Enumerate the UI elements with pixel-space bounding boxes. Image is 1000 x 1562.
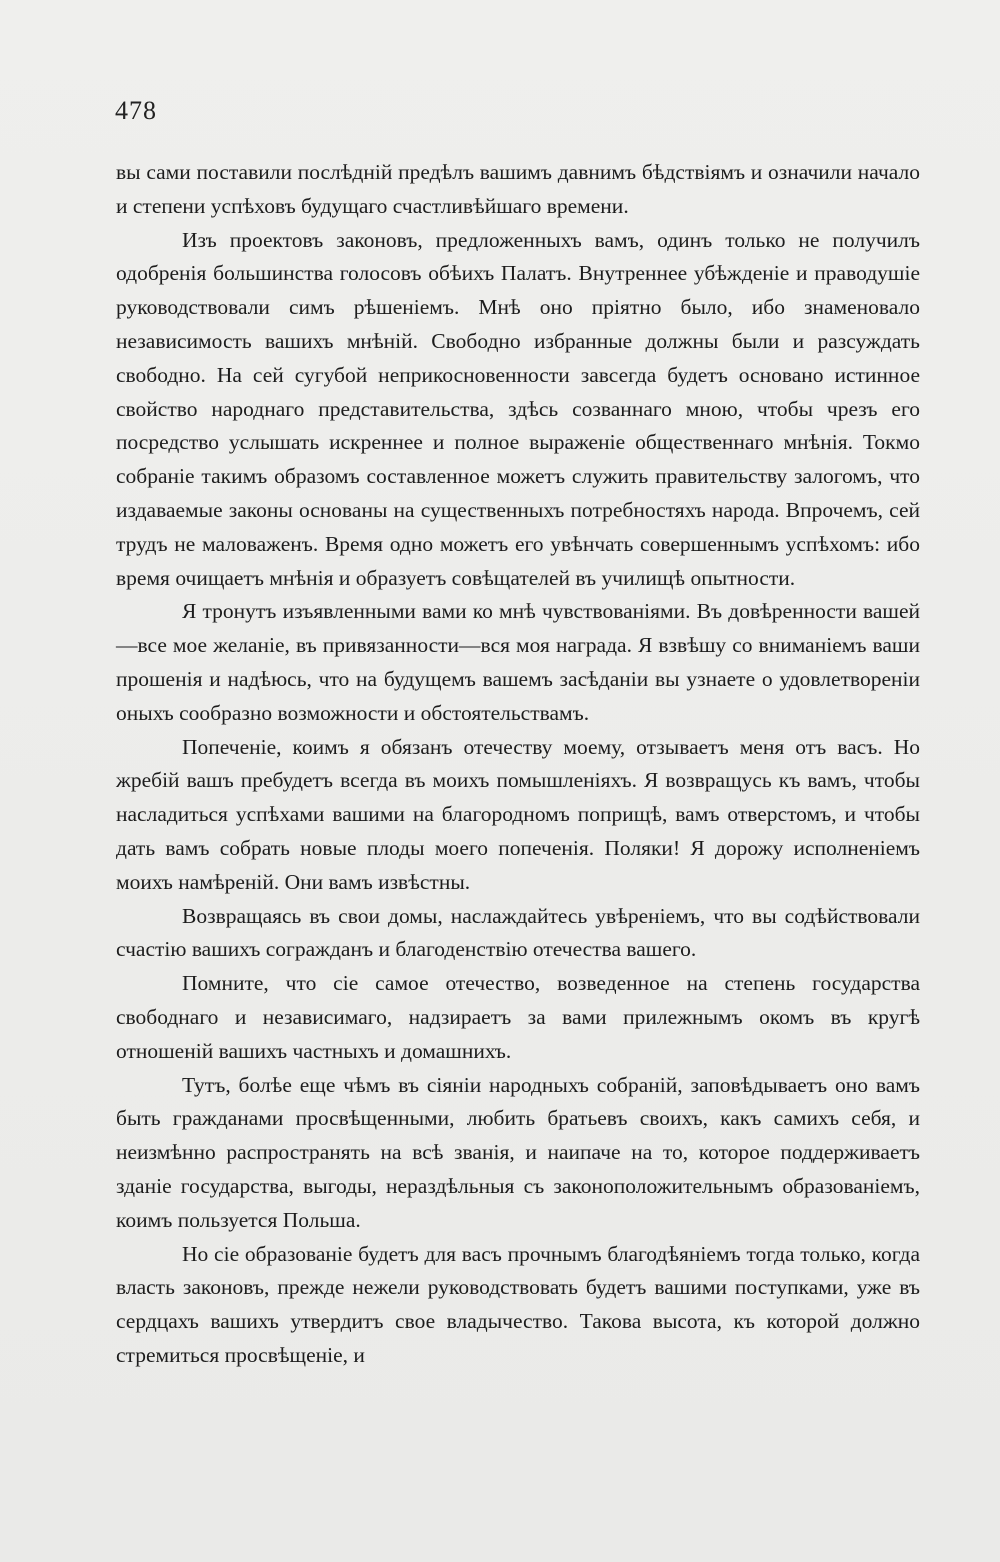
paragraph: Я тронутъ изъявленными вами ко мнѣ чувствованіями. Въ довѣренности вашей—все мое желаніе, въ привязанности—вся моя награда. Я взвѣшу со вниманіемъ ваши прошенія и надѣюсь, что на будущемъ вашемъ засѣданіи вы узнаете о удовлетвореніи оныхъ сообразно возможности и обстоятельствамъ.: [116, 599, 920, 725]
paragraph: Тутъ, болѣе еще чѣмъ въ сіяніи народныхъ собраній, заповѣдываетъ оно вамъ быть гражданами просвѣщенными, любить братьевъ своихъ, какъ самихъ себя, и неизмѣнно распространять на всѣ званія, и наипаче на то, которое поддерживаетъ зданіе государства, выгоды, нераздѣльныя съ законоположительнымъ образованіемъ, коимъ пользуется Польша.: [116, 1072, 920, 1232]
page-number: 478: [115, 96, 157, 125]
paragraph: Помните, что сіе самое отечество, возведенное на степень государства свободнаго и независимаго, надзираетъ за вами прилежнымъ окомъ въ кругѣ отношеній вашихъ частныхъ и домашнихъ.: [116, 971, 920, 1063]
paragraph: Попеченіе, коимъ я обязанъ отечеству моему, отзываетъ меня отъ васъ. Но жребій вашъ пребудетъ всегда въ моихъ помышленіяхъ. Я возвращусь къ вамъ, чтобы насладиться успѣхами вашими на благородномъ поприщѣ, вамъ отверстомъ, и чтобы дать вамъ собрать новые плоды моего попеченія. Поляки! Я дорожу исполненіемъ моихъ намѣреній. Они вамъ извѣстны.: [116, 734, 920, 894]
paragraph: Изъ проектовъ законовъ, предложенныхъ вамъ, одинъ только не получилъ одобренія большинства голосовъ обѣихъ Палатъ. Внутреннее убѣжденіе и праводушіе руководствовали симъ рѣшеніемъ. Мнѣ оно пріятно было, ибо знаменовало независимость вашихъ мнѣній. Свободно избранные должны были и разсуждать свободно. На сей сугубой неприкосновенности завсегда будетъ основано истинное свойство народнаго представительства, здѣсь созваннаго мною, чтобы чрезъ его посредство услышать искреннее и полное выраженіе общественнаго мнѣнія. Токмо собраніе такимъ образомъ составленное можетъ служить правительству залогомъ, что издаваемые законы основаны на существенныхъ потребностяхъ народа. Впрочемъ, сей трудъ не маловаженъ. Время одно можетъ его увѣнчать совершеннымъ успѣхомъ: ибо время очищаетъ мнѣнія и образуетъ совѣщателей въ училищѣ опытности.: [116, 227, 920, 590]
paragraph: Возвращаясь въ свои домы, наслаждайтесь увѣреніемъ, что вы содѣйствовали счастію вашихъ согражданъ и благоденствію отечества вашего.: [116, 903, 920, 962]
paragraph: Но сіе образованіе будетъ для васъ прочнымъ благодѣяніемъ тогда только, когда власть законовъ, прежде нежели руководствовать будетъ вашими поступками, уже въ сердцахъ вашихъ утвердитъ свое владычество. Такова высота, къ которой должно стремиться просвѣщеніе, и: [116, 1241, 920, 1367]
text-body: [116, 156, 920, 1373]
paragraph-continuation: вы сами поставили послѣдній предѣлъ вашимъ давнимъ бѣдствіямъ и означили начало и степени успѣховъ будущаго счастливѣйшаго времени.: [116, 160, 920, 218]
